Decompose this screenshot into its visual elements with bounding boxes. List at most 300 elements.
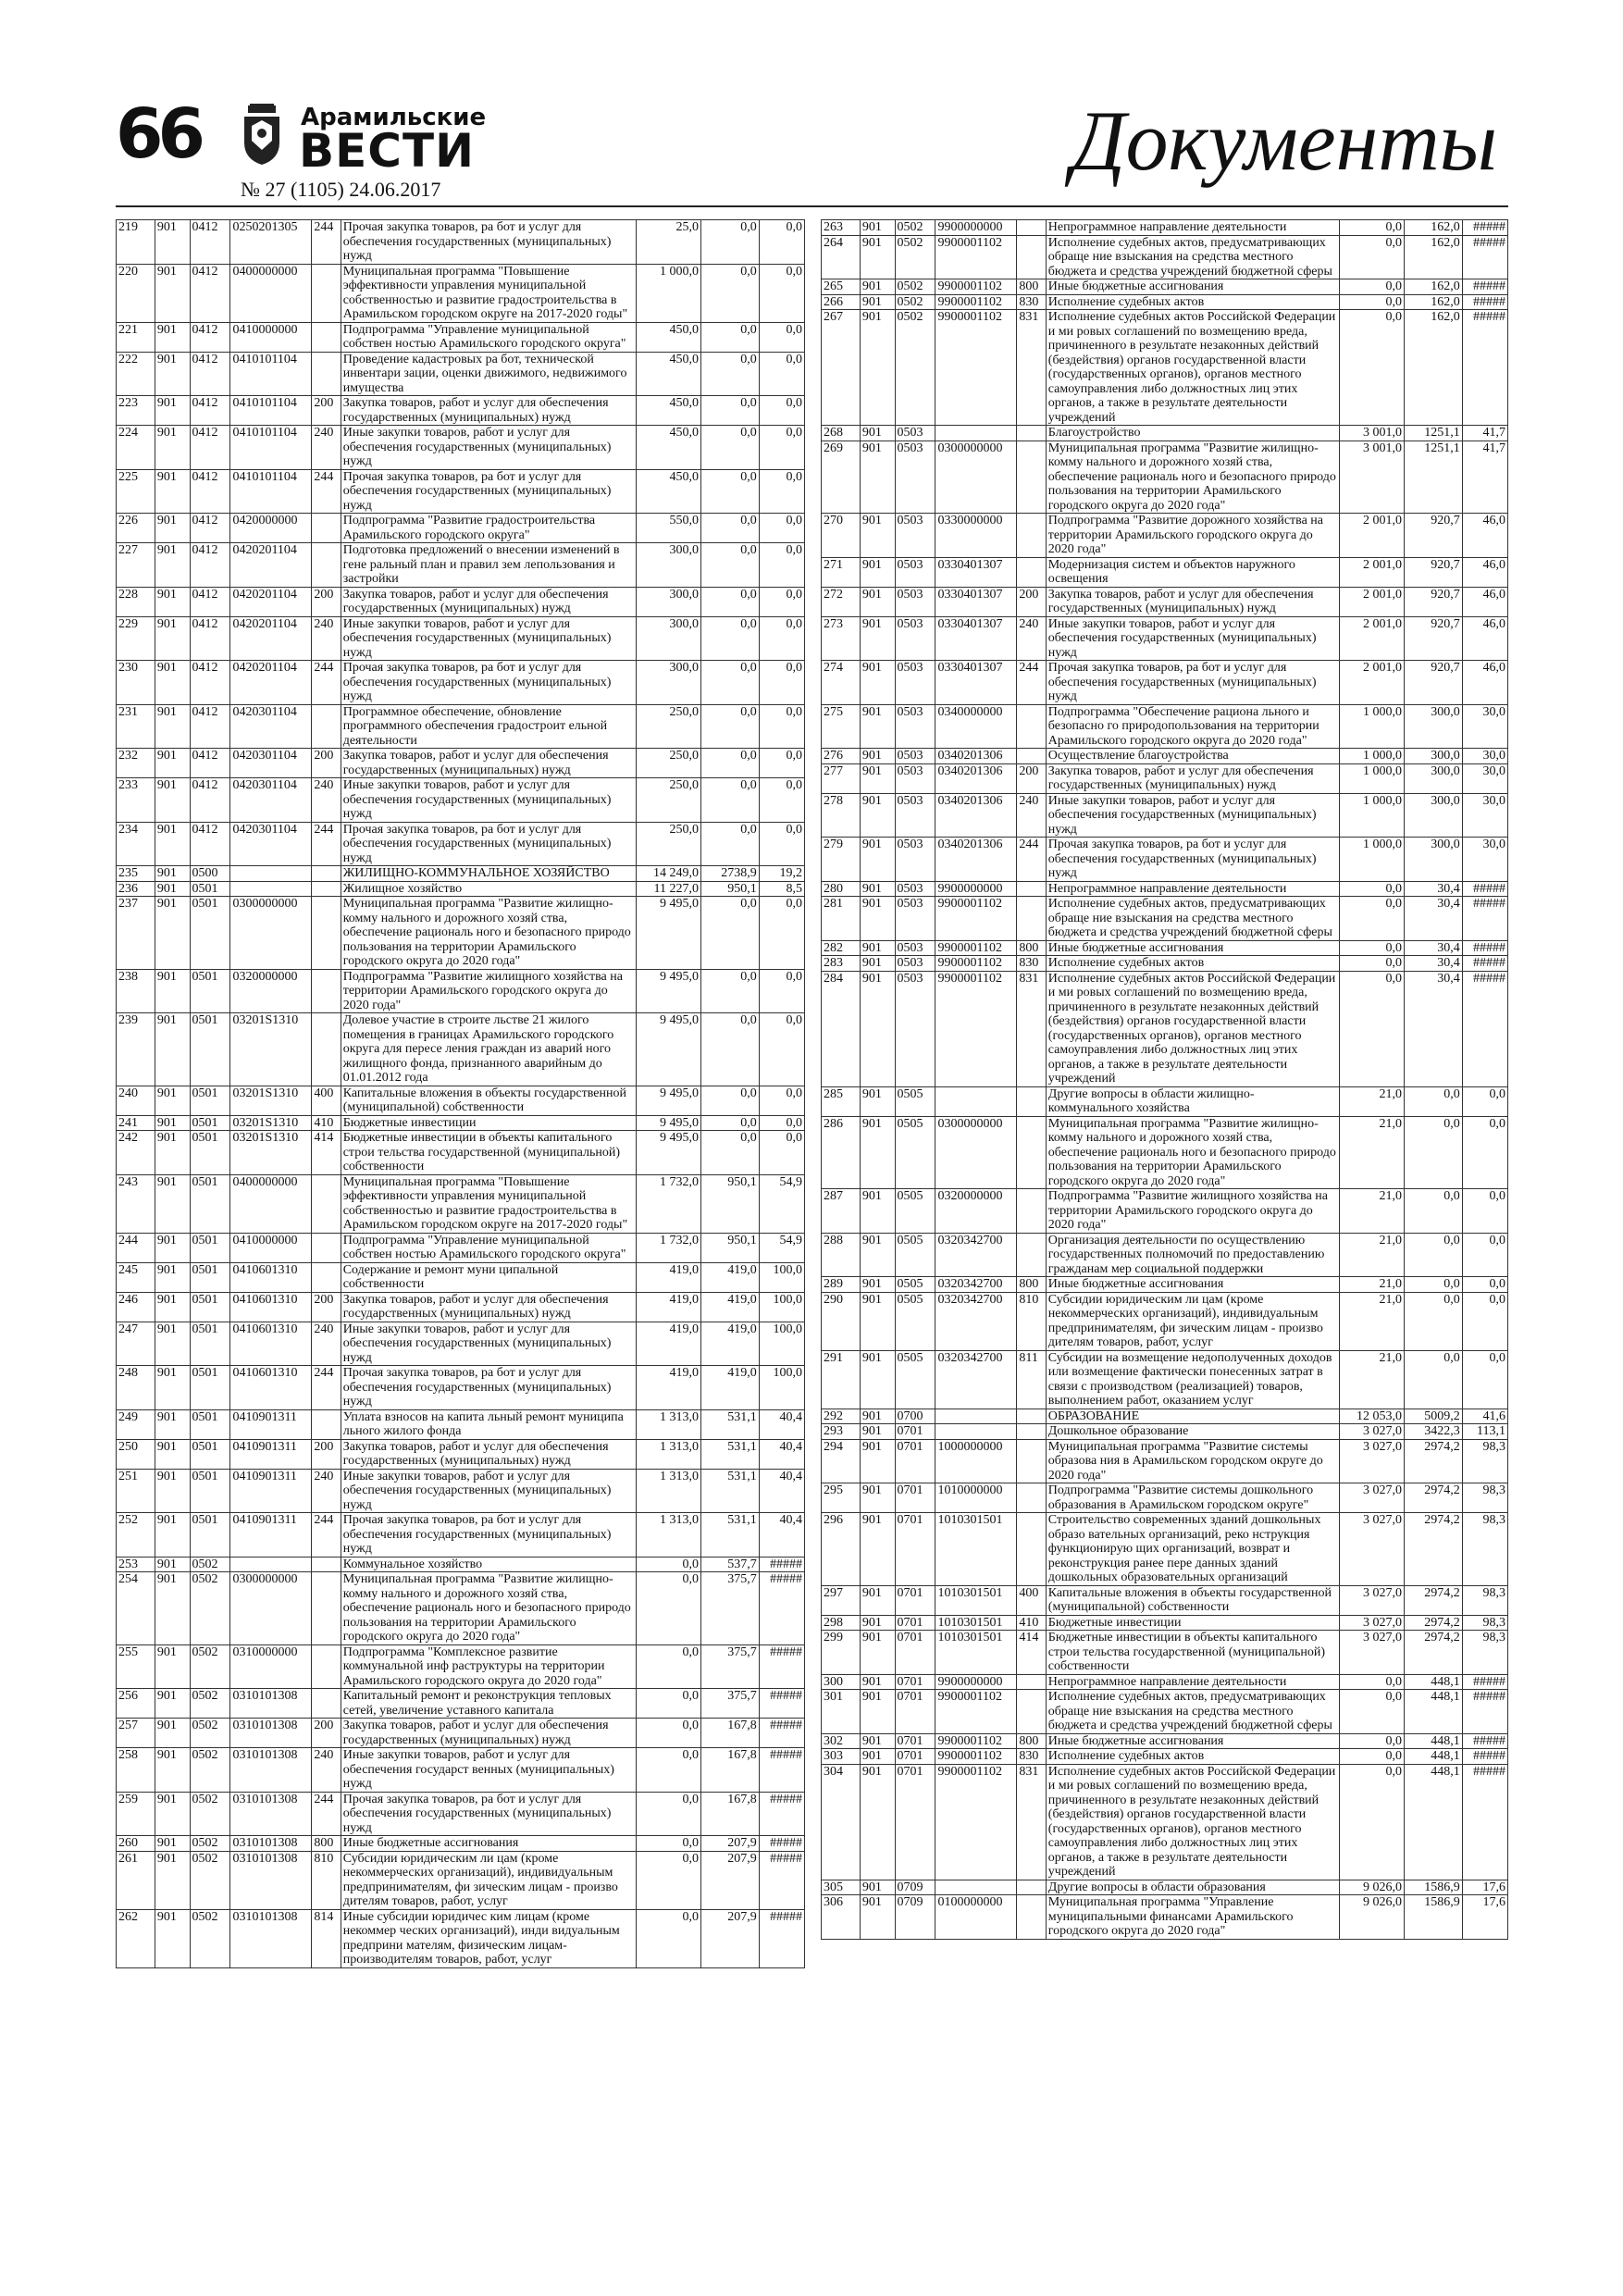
executed-amount: 1251,1 [1404, 441, 1462, 514]
execution-percent: ##### [1462, 940, 1507, 956]
table-row [117, 897, 805, 970]
brand-name-line2: ВЕСТИ [299, 124, 475, 178]
row-number: 300 [822, 1674, 861, 1690]
planned-amount: 25,0 [636, 220, 700, 265]
section-code: 0501 [190, 1469, 230, 1513]
target-code: 0420201104 [230, 661, 312, 705]
table-row [117, 352, 805, 396]
ministry-code: 901 [860, 1439, 895, 1483]
row-number: 306 [822, 1895, 861, 1940]
expense-type [1017, 1513, 1046, 1586]
description: Муниципальная программа "Повышение эффективности управления муниципальной собственностью и развитие градостроительства в Арамильском городском округе на 2017-2020 годы" [341, 1174, 636, 1233]
executed-amount: 0,0 [1404, 1233, 1462, 1277]
ministry-code: 901 [155, 1748, 190, 1793]
section-code: 0502 [190, 1689, 230, 1719]
row-number: 223 [117, 396, 155, 426]
table-row [117, 749, 805, 778]
row-number: 253 [117, 1557, 155, 1572]
expense-type: 240 [312, 616, 341, 661]
section-code: 0503 [895, 587, 935, 616]
planned-amount: 0,0 [1339, 897, 1404, 941]
description: Непрограммное направление деятельности [1046, 220, 1339, 236]
target-code: 0320342700 [935, 1350, 1017, 1409]
executed-amount: 448,1 [1404, 1690, 1462, 1734]
execution-percent: 0,0 [759, 616, 804, 661]
planned-amount: 14 249,0 [636, 866, 700, 882]
row-number: 244 [117, 1233, 155, 1262]
description: Прочая закупка товаров, ра бот и услуг для обеспечения государственных (муниципальных) нужд [1046, 661, 1339, 705]
description: Прочая закупка товаров, ра бот и услуг для обеспечения государственных (муниципальных) нужд [341, 1792, 636, 1836]
row-number: 238 [117, 969, 155, 1013]
ministry-code: 901 [155, 220, 190, 265]
description: Осуществление благоустройства [1046, 749, 1339, 764]
ministry-code: 901 [155, 426, 190, 470]
table-row [822, 1189, 1508, 1234]
executed-amount: 0,0 [1404, 1292, 1462, 1350]
planned-amount: 3 001,0 [1339, 441, 1404, 514]
description: Прочая закупка товаров, ра бот и услуг для обеспечения государственных (муниципальных) нужд [341, 469, 636, 514]
executed-amount: 300,0 [1404, 749, 1462, 764]
description: Прочая закупка товаров, ра бот и услуг для обеспечения государственных (муниципальных) нужд [341, 1366, 636, 1410]
section-code: 0502 [190, 1572, 230, 1645]
description: Закупка товаров, работ и услуг для обеспечения государственных (муниципальных) нужд [341, 1719, 636, 1748]
expense-type [312, 704, 341, 749]
row-number: 224 [117, 426, 155, 470]
row-number: 298 [822, 1615, 861, 1631]
expense-type [312, 1689, 341, 1719]
execution-percent: ##### [1462, 1690, 1507, 1734]
execution-percent: 0,0 [759, 897, 804, 970]
planned-amount: 1 313,0 [636, 1409, 700, 1439]
planned-amount: 0,0 [1339, 279, 1404, 295]
section-code: 0412 [190, 322, 230, 352]
planned-amount: 0,0 [636, 1836, 700, 1852]
ministry-code: 901 [155, 1644, 190, 1689]
ministry-code: 901 [155, 778, 190, 823]
target-code: 0340000000 [935, 704, 1017, 749]
execution-percent: 0,0 [759, 396, 804, 426]
section-code: 0412 [190, 396, 230, 426]
target-code: 0410000000 [230, 322, 312, 352]
page-header [116, 93, 1508, 204]
execution-percent: 30,0 [1462, 793, 1507, 838]
section-code: 0503 [895, 616, 935, 661]
description: Исполнение судебных актов Российской Федерации и ми ровых соглашений по возмещению вреда, причиненного в результате незаконных действий (бездействия) органов государственной власти (государственных органов), органов местного самоуправления либо должностных лиц этих органов, а также в результате деятельности учреждений [1046, 1764, 1339, 1880]
expense-type [1017, 1424, 1046, 1440]
target-code: 9900001102 [935, 235, 1017, 279]
table-row [822, 1350, 1508, 1409]
target-code: 0420301104 [230, 704, 312, 749]
ministry-code: 901 [155, 1086, 190, 1115]
execution-percent: 0,0 [759, 704, 804, 749]
expense-type: 200 [1017, 763, 1046, 793]
target-code: 0310101308 [230, 1836, 312, 1852]
target-code: 0250201305 [230, 220, 312, 265]
target-code: 0100000000 [935, 1895, 1017, 1940]
target-code: 1010301501 [935, 1513, 1017, 1586]
target-code: 9900001102 [935, 1690, 1017, 1734]
execution-percent: 0,0 [759, 543, 804, 588]
header-rule [116, 205, 1508, 207]
section-code: 0505 [895, 1277, 935, 1293]
section-code: 0502 [895, 235, 935, 279]
planned-amount: 419,0 [636, 1262, 700, 1292]
executed-amount: 1251,1 [1404, 426, 1462, 441]
target-code: 0310101308 [230, 1851, 312, 1909]
issue-number: № 27 (1105) 24.06.2017 [241, 178, 441, 201]
expense-type [312, 1644, 341, 1689]
description: Муниципальная программа "Развитие системы образова ния в Арамильском городском округе до 2020 года" [1046, 1439, 1339, 1483]
table-row [117, 396, 805, 426]
target-code: 9900000000 [935, 881, 1017, 897]
table-row [117, 822, 805, 866]
executed-amount: 2738,9 [700, 866, 759, 882]
description: Исполнение судебных актов, предусматривающих обраще ние взыскания на средства местного бюджета и средства учреждений бюджетной сферы [1046, 1690, 1339, 1734]
executed-amount: 0,0 [700, 352, 759, 396]
expense-type: 244 [312, 469, 341, 514]
target-code: 0320342700 [935, 1277, 1017, 1293]
ministry-code: 901 [860, 279, 895, 295]
ministry-code: 901 [860, 1277, 895, 1293]
execution-percent: 0,0 [1462, 1233, 1507, 1277]
section-code: 0501 [190, 1262, 230, 1292]
expense-type: 800 [1017, 940, 1046, 956]
executed-amount: 0,0 [700, 749, 759, 778]
row-number: 292 [822, 1409, 861, 1424]
ministry-code: 901 [860, 1631, 895, 1675]
ministry-code: 901 [155, 1557, 190, 1572]
ministry-code: 901 [155, 543, 190, 588]
row-number: 294 [822, 1439, 861, 1483]
planned-amount: 450,0 [636, 352, 700, 396]
ministry-code: 901 [860, 1764, 895, 1880]
target-code: 1010000000 [935, 1483, 1017, 1513]
table-row [822, 587, 1508, 616]
executed-amount: 0,0 [1404, 1350, 1462, 1409]
target-code: 0410601310 [230, 1322, 312, 1366]
target-code [230, 1557, 312, 1572]
executed-amount: 0,0 [1404, 1116, 1462, 1189]
planned-amount: 12 053,0 [1339, 1409, 1404, 1424]
table-row [822, 426, 1508, 441]
row-number: 296 [822, 1513, 861, 1586]
section-code: 0503 [895, 838, 935, 882]
description: Иные закупки товаров, работ и услуг для обеспечения государственных (муниципальных) нужд [341, 1469, 636, 1513]
ministry-code: 901 [155, 1719, 190, 1748]
executed-amount: 0,0 [700, 469, 759, 514]
expense-type: 800 [1017, 1733, 1046, 1749]
executed-amount: 3422,3 [1404, 1424, 1462, 1440]
description: Программное обеспечение, обновление программного обеспечения градостроит ельной деятельности [341, 704, 636, 749]
description: Бюджетные инвестиции [341, 1115, 636, 1131]
planned-amount: 9 495,0 [636, 1115, 700, 1131]
executed-amount: 0,0 [700, 897, 759, 970]
execution-percent: ##### [1462, 220, 1507, 236]
table-row [117, 1792, 805, 1836]
section-code: 0412 [190, 543, 230, 588]
table-row [822, 1631, 1508, 1675]
section-code: 0503 [895, 897, 935, 941]
ministry-code: 901 [860, 661, 895, 705]
planned-amount: 9 495,0 [636, 1013, 700, 1086]
row-number: 251 [117, 1469, 155, 1513]
table-row [117, 1748, 805, 1793]
expense-type: 244 [312, 220, 341, 265]
execution-percent: ##### [1462, 279, 1507, 295]
ministry-code: 901 [155, 469, 190, 514]
planned-amount: 2 001,0 [1339, 514, 1404, 558]
section-code: 0709 [895, 1880, 935, 1895]
ministry-code: 901 [860, 1409, 895, 1424]
table-row [822, 1277, 1508, 1293]
row-number: 255 [117, 1644, 155, 1689]
target-code: 0420201104 [230, 616, 312, 661]
description: ОБРАЗОВАНИЕ [1046, 1409, 1339, 1424]
description: Капитальные вложения в объекты государственной (муниципальной) собственности [1046, 1585, 1339, 1615]
target-code: 0420201104 [230, 587, 312, 616]
table-row [822, 1424, 1508, 1440]
table-row [822, 235, 1508, 279]
executed-amount: 0,0 [700, 396, 759, 426]
expense-type [1017, 1233, 1046, 1277]
section-code: 0701 [895, 1483, 935, 1513]
row-number: 248 [117, 1366, 155, 1410]
row-number: 271 [822, 557, 861, 587]
planned-amount: 419,0 [636, 1322, 700, 1366]
description: Иные закупки товаров, работ и услуг для обеспечения государственных (муниципальных) нужд [1046, 616, 1339, 661]
expense-type: 200 [312, 587, 341, 616]
table-row [822, 1116, 1508, 1189]
executed-amount: 0,0 [700, 969, 759, 1013]
description: Исполнение судебных актов [1046, 1749, 1339, 1765]
ministry-code: 901 [155, 1836, 190, 1852]
execution-percent: 0,0 [759, 749, 804, 778]
target-code [230, 881, 312, 897]
target-code: 0300000000 [230, 1572, 312, 1645]
execution-percent: 0,0 [759, 778, 804, 823]
description: Дошкольное образование [1046, 1424, 1339, 1440]
execution-percent: 30,0 [1462, 749, 1507, 764]
description: Иные закупки товаров, работ и услуг для обеспечения государст венных (муниципальных) нужд [341, 1748, 636, 1793]
table-row [822, 971, 1508, 1086]
description: Другие вопросы в области образования [1046, 1880, 1339, 1895]
executed-amount: 30,4 [1404, 897, 1462, 941]
section-code: 0502 [190, 1748, 230, 1793]
planned-amount: 0,0 [636, 1572, 700, 1645]
description: Муниципальная программа "Управление муниципальными финансами Арамильского городского округа до 2020 года" [1046, 1895, 1339, 1940]
table-row [117, 1292, 805, 1322]
executed-amount: 162,0 [1404, 310, 1462, 426]
expense-type: 200 [312, 1292, 341, 1322]
ministry-code: 901 [860, 1733, 895, 1749]
ministry-code: 901 [860, 704, 895, 749]
executed-amount: 920,7 [1404, 661, 1462, 705]
ministry-code: 901 [155, 1439, 190, 1469]
description: Иные закупки товаров, работ и услуг для обеспечения государственных (муниципальных) нужд [341, 778, 636, 823]
ministry-code: 901 [860, 749, 895, 764]
planned-amount: 0,0 [1339, 235, 1404, 279]
target-code: 0340201306 [935, 793, 1017, 838]
ministry-code: 901 [155, 322, 190, 352]
execution-percent: 0,0 [759, 220, 804, 265]
description: Жилищное хозяйство [341, 881, 636, 897]
section-code: 0501 [190, 1439, 230, 1469]
row-number: 232 [117, 749, 155, 778]
row-number: 225 [117, 469, 155, 514]
executed-amount: 419,0 [700, 1292, 759, 1322]
expense-type [1017, 235, 1046, 279]
execution-percent: ##### [1462, 897, 1507, 941]
section-code: 0412 [190, 264, 230, 322]
target-code: 0410601310 [230, 1292, 312, 1322]
section-code: 0503 [895, 881, 935, 897]
section-code: 0701 [895, 1424, 935, 1440]
planned-amount: 3 001,0 [1339, 426, 1404, 441]
expense-type: 800 [312, 1836, 341, 1852]
executed-amount: 0,0 [700, 778, 759, 823]
ministry-code: 901 [860, 310, 895, 426]
table-row [117, 1262, 805, 1292]
target-code: 0410101104 [230, 352, 312, 396]
row-number: 234 [117, 822, 155, 866]
row-number: 263 [822, 220, 861, 236]
description: Иные бюджетные ассигнования [1046, 279, 1339, 295]
row-number: 241 [117, 1115, 155, 1131]
executed-amount: 0,0 [700, 1086, 759, 1115]
ministry-code: 901 [860, 1292, 895, 1350]
execution-percent: ##### [1462, 956, 1507, 972]
execution-percent: ##### [1462, 1764, 1507, 1880]
description: Закупка товаров, работ и услуг для обеспечения государственных (муниципальных) нужд [1046, 763, 1339, 793]
ministry-code: 901 [860, 557, 895, 587]
section-code: 0701 [895, 1764, 935, 1880]
target-code: 0410901311 [230, 1439, 312, 1469]
execution-percent: 0,0 [759, 587, 804, 616]
section-code: 0412 [190, 587, 230, 616]
execution-percent: 98,3 [1462, 1631, 1507, 1675]
execution-percent: 0,0 [759, 822, 804, 866]
description: Капитальный ремонт и реконструкция тепловых сетей, увеличение уставного капитала [341, 1689, 636, 1719]
execution-percent: 0,0 [759, 514, 804, 543]
executed-amount: 920,7 [1404, 616, 1462, 661]
planned-amount: 1 313,0 [636, 1513, 700, 1558]
target-code: 0410901311 [230, 1409, 312, 1439]
table-row [117, 1851, 805, 1909]
execution-percent: 46,0 [1462, 514, 1507, 558]
target-code: 0310000000 [230, 1644, 312, 1689]
table-row [117, 1322, 805, 1366]
description: Уплата взносов на капита льный ремонт муниципа льного жилого фонда [341, 1409, 636, 1439]
table-row [822, 557, 1508, 587]
section-code: 0503 [895, 793, 935, 838]
table-row [117, 1572, 805, 1645]
section-code: 0502 [895, 279, 935, 295]
section-code: 0412 [190, 220, 230, 265]
table-row [117, 1174, 805, 1233]
ministry-code: 901 [155, 881, 190, 897]
executed-amount: 207,9 [700, 1836, 759, 1852]
executed-amount: 2974,2 [1404, 1631, 1462, 1675]
expense-type: 831 [1017, 1764, 1046, 1880]
target-code: 0410601310 [230, 1262, 312, 1292]
row-number: 235 [117, 866, 155, 882]
expense-type [312, 1572, 341, 1645]
section-code: 0505 [895, 1189, 935, 1234]
row-number: 230 [117, 661, 155, 705]
ministry-code: 901 [860, 220, 895, 236]
description: Иные закупки товаров, работ и услуг для обеспечения государственных (муниципальных) нужд [341, 616, 636, 661]
row-number: 266 [822, 294, 861, 310]
expense-type: 814 [312, 1909, 341, 1967]
executed-amount: 300,0 [1404, 704, 1462, 749]
section-code: 0709 [895, 1895, 935, 1940]
table-row [822, 279, 1508, 295]
planned-amount: 250,0 [636, 822, 700, 866]
table-row [822, 1086, 1508, 1116]
table-row [117, 1131, 805, 1175]
execution-percent: 8,5 [759, 881, 804, 897]
section-code: 0701 [895, 1749, 935, 1765]
ministry-code: 901 [155, 264, 190, 322]
description: Исполнение судебных актов [1046, 956, 1339, 972]
expense-type: 240 [1017, 793, 1046, 838]
execution-percent: 41,7 [1462, 426, 1507, 441]
ministry-code: 901 [155, 1409, 190, 1439]
executed-amount: 162,0 [1404, 220, 1462, 236]
ministry-code: 901 [155, 1131, 190, 1175]
ministry-code: 901 [860, 1749, 895, 1765]
row-number: 242 [117, 1131, 155, 1175]
section-code: 0501 [190, 1292, 230, 1322]
row-number: 276 [822, 749, 861, 764]
row-number: 280 [822, 881, 861, 897]
expense-type: 414 [312, 1131, 341, 1175]
description: Исполнение судебных актов, предусматривающих обраще ние взыскания на средства местного бюджета и средства учреждений бюджетной сферы [1046, 897, 1339, 941]
target-code [230, 866, 312, 882]
section-code: 0501 [190, 969, 230, 1013]
description: Исполнение судебных актов [1046, 294, 1339, 310]
target-code: 0320342700 [935, 1292, 1017, 1350]
row-number: 269 [822, 441, 861, 514]
planned-amount: 300,0 [636, 616, 700, 661]
row-number: 291 [822, 1350, 861, 1409]
section-code: 0412 [190, 514, 230, 543]
expense-type: 240 [1017, 616, 1046, 661]
section-code: 0501 [190, 1115, 230, 1131]
planned-amount: 9 495,0 [636, 1086, 700, 1115]
execution-percent: 30,0 [1462, 704, 1507, 749]
planned-amount: 3 027,0 [1339, 1439, 1404, 1483]
description: Исполнение судебных актов Российской Федерации и ми ровых соглашений по возмещению вреда, причиненного в результате незаконных действий (бездействия) органов государственной власти (государственных органов), органов местного самоуправления либо должностных лиц этих органов, а также в результате деятельности учреждений [1046, 971, 1339, 1086]
expense-type: 830 [1017, 1749, 1046, 1765]
execution-percent: 46,0 [1462, 616, 1507, 661]
ministry-code: 901 [860, 1585, 895, 1615]
ministry-code: 901 [860, 838, 895, 882]
table-row [822, 763, 1508, 793]
planned-amount: 1 000,0 [1339, 704, 1404, 749]
expense-type [312, 1557, 341, 1572]
description: Субсидии на возмещение недополученных доходов или возмещение фактически понесенных затрат в связи с производством (реализацией) товаров, выполнением работ, оказанием услуг [1046, 1350, 1339, 1409]
section-code: 0505 [895, 1292, 935, 1350]
ministry-code: 901 [860, 881, 895, 897]
executed-amount: 419,0 [700, 1322, 759, 1366]
row-number: 222 [117, 352, 155, 396]
table-row [117, 969, 805, 1013]
ministry-code: 901 [155, 1851, 190, 1909]
executed-amount: 0,0 [700, 661, 759, 705]
row-number: 267 [822, 310, 861, 426]
coat-of-arms-icon [239, 102, 285, 167]
